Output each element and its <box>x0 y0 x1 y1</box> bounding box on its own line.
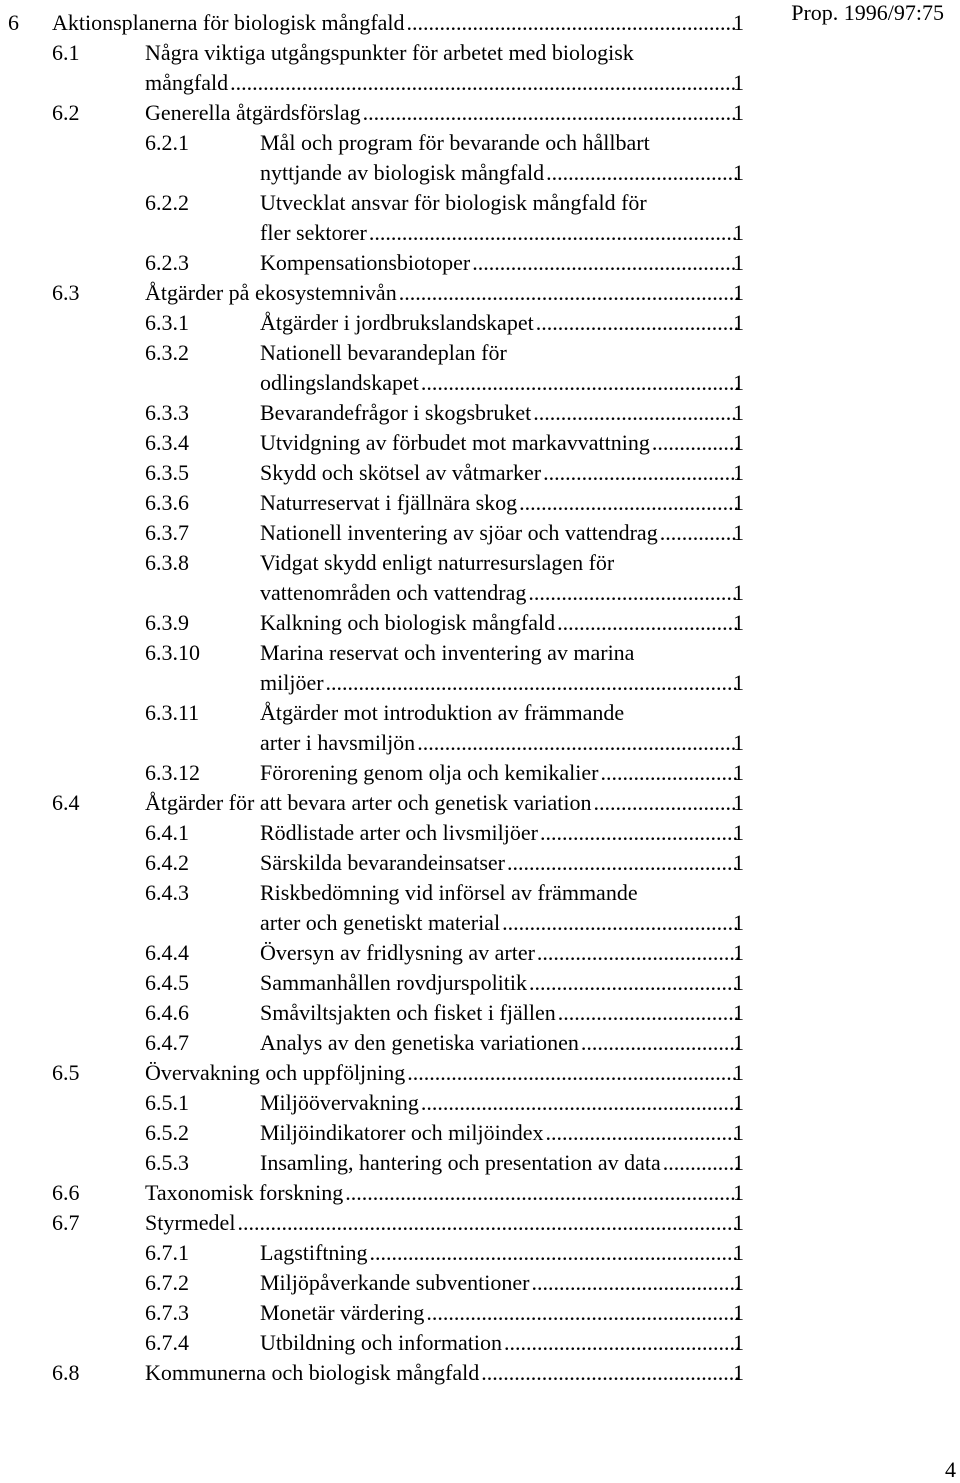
dot-leader <box>370 1238 738 1268</box>
toc-entry-title-line: Vidgat skydd enligt naturresurslagen för <box>260 550 615 575</box>
toc-entry-number: 6.4.7 <box>145 1030 189 1055</box>
toc-entry[interactable] <box>0 338 760 398</box>
toc-entry-title-text: Miljöindikatorer och miljöindex <box>260 1120 544 1145</box>
toc-entry-title-line <box>260 758 738 788</box>
toc-entry-title-line <box>260 398 738 428</box>
toc-entry-page-number: 1 <box>733 520 744 545</box>
toc-entry-number: 6 <box>8 10 19 35</box>
toc-entry-title <box>0 1298 738 1328</box>
toc-entry-title-line <box>260 1298 738 1328</box>
toc-entry-title-line: Några viktiga utgångspunkter för arbetet med biologisk <box>145 40 634 65</box>
toc-entry-title-text: miljöer <box>260 670 324 695</box>
toc-entry[interactable] <box>0 1268 760 1298</box>
toc-entry-title-line: Utvecklat ansvar för biologisk mångfald för <box>260 190 647 215</box>
toc-entry-number: 6.3.1 <box>145 310 189 335</box>
toc-entry-title-text: Kommunerna och biologisk mångfald <box>145 1360 480 1385</box>
page-number: 4 <box>945 1457 956 1482</box>
dot-leader <box>652 428 738 458</box>
toc-entry-title-text: Utbildning och information <box>260 1330 502 1355</box>
toc-entry-number: 6.5.2 <box>145 1120 189 1145</box>
toc-entry[interactable] <box>0 1028 760 1058</box>
toc-entry-title <box>0 38 738 98</box>
toc-entry[interactable] <box>0 698 760 758</box>
toc-entry-title-line: Åtgärder mot introduktion av främmande <box>260 700 625 725</box>
toc-entry-title-text: Styrmedel <box>145 1210 236 1235</box>
toc-entry[interactable] <box>0 1358 760 1388</box>
toc-entry-title-line <box>260 1088 738 1118</box>
toc-entry-number: 6.4.6 <box>145 1000 189 1025</box>
toc-entry-title-text: Insamling, hantering och presentation av data <box>260 1150 661 1175</box>
toc-entry-title <box>0 428 738 458</box>
toc-entry-title-line <box>260 518 738 548</box>
toc-entry[interactable] <box>0 788 760 818</box>
toc-entry-title-text: Kalkning och biologisk mångfald <box>260 610 556 635</box>
toc-entry-page-number: 1 <box>733 1180 744 1205</box>
toc-entry-title <box>0 1358 738 1388</box>
toc-entry-page-number: 1 <box>733 970 744 995</box>
toc-entry-title-line: Nationell bevarandeplan för <box>260 340 507 365</box>
dot-leader <box>663 1148 738 1178</box>
toc-entry[interactable] <box>0 1178 760 1208</box>
dot-leader <box>543 458 738 488</box>
toc-entry-page-number: 1 <box>733 220 744 245</box>
toc-entry-title <box>0 818 738 848</box>
toc-entry-title-text: Analys av den genetiska variationen <box>260 1030 579 1055</box>
toc-entry-page-number: 1 <box>733 280 744 305</box>
toc-entry-title-text: Naturreservat i fjällnära skog <box>260 490 518 515</box>
toc-entry-number: 6.7.2 <box>145 1270 189 1295</box>
toc-entry-title-text: Miljöpåverkande subventioner <box>260 1270 530 1295</box>
toc-entry-title-text: Småviltsjakten och fisket i fjällen <box>260 1000 556 1025</box>
toc-entry[interactable] <box>0 938 760 968</box>
toc-entry-title-line <box>145 788 738 818</box>
toc-entry-title-text: Särskilda bevarandeinsatser <box>260 850 505 875</box>
toc-entry-title <box>0 848 738 878</box>
toc-entry-title-line <box>260 938 738 968</box>
toc-entry-page-number: 1 <box>733 70 744 95</box>
toc-entry-title <box>0 1268 738 1298</box>
toc-entry-page-number: 1 <box>733 850 744 875</box>
toc-entry-title-text: Sammanhållen rovdjurspolitik <box>260 970 528 995</box>
toc-entry-title-line <box>260 248 738 278</box>
toc-entry-number: 6.7.3 <box>145 1300 189 1325</box>
toc-entry-title-line <box>260 578 738 608</box>
toc-entry-title-line <box>260 728 738 758</box>
dot-leader <box>345 1178 738 1208</box>
toc-entry-number: 6.3.6 <box>145 490 189 515</box>
toc-entry[interactable] <box>0 98 760 128</box>
toc-entry[interactable] <box>0 458 760 488</box>
toc-entry-title <box>0 638 738 698</box>
toc-entry-title-text: Skydd och skötsel av våtmarker <box>260 460 542 485</box>
dot-leader <box>421 368 738 398</box>
toc-entry-title-text: Aktionsplanerna för biologisk mångfald <box>52 10 405 35</box>
toc-entry-number: 6.3.8 <box>145 550 189 575</box>
toc-entry-page-number: 1 <box>733 1000 744 1025</box>
toc-entry-number: 6.3.9 <box>145 610 189 635</box>
toc-entry-number: 6.2 <box>52 100 80 125</box>
toc-entry-title-text: Övervakning och uppföljning <box>145 1060 406 1085</box>
toc-entry[interactable] <box>0 1118 760 1148</box>
toc-entry-number: 6.4.3 <box>145 880 189 905</box>
toc-entry-title <box>0 308 738 338</box>
toc-entry-title <box>0 458 738 488</box>
dot-leader <box>528 578 738 608</box>
toc-entry-title-text: fler sektorer <box>260 220 367 245</box>
toc-entry-page-number: 1 <box>733 1360 744 1385</box>
toc-entry-title <box>0 1088 738 1118</box>
toc-entry-page-number: 1 <box>733 1330 744 1355</box>
toc-entry-title <box>0 938 738 968</box>
toc-entry-title-text: odlingslandskapet <box>260 370 419 395</box>
toc-entry-title <box>0 878 738 938</box>
toc-entry-title-line: Marina reservat och inventering av marina <box>260 640 635 665</box>
toc-entry-title <box>0 488 738 518</box>
toc-entry-title-text: Översyn av fridlysning av arter <box>260 940 535 965</box>
toc-entry-title-line <box>260 968 738 998</box>
toc-entry-title-text: Lagstiftning <box>260 1240 368 1265</box>
toc-entry-title-line <box>260 668 738 698</box>
toc-entry-page-number: 1 <box>733 1030 744 1055</box>
toc-entry-title-text: Monetär värdering <box>260 1300 425 1325</box>
document-reference: Prop. 1996/97:75 <box>791 0 944 25</box>
toc-entry-number: 6.2.3 <box>145 250 189 275</box>
toc-entry-title <box>0 1118 738 1148</box>
toc-entry-page-number: 1 <box>733 160 744 185</box>
dot-leader <box>407 8 738 38</box>
toc-entry-title-text: Bevarandefrågor i skogsbruket <box>260 400 532 425</box>
toc-entry-title <box>0 1058 738 1088</box>
toc-entry-number: 6.7.1 <box>145 1240 189 1265</box>
toc-entry-number: 6.5 <box>52 1060 80 1085</box>
toc-entry-number: 6.4.1 <box>145 820 189 845</box>
toc-entry-number: 6.3.7 <box>145 520 189 545</box>
dot-leader <box>519 488 738 518</box>
toc-entry-title-text: mångfald <box>145 70 229 95</box>
toc-entry-page-number: 1 <box>733 760 744 785</box>
toc-entry-title-text: Miljöövervakning <box>260 1090 419 1115</box>
toc-entry-page-number: 1 <box>733 1150 744 1175</box>
toc-entry-number: 6.3.11 <box>145 700 200 725</box>
toc-entry[interactable] <box>0 1208 760 1238</box>
toc-entry-number: 6.7 <box>52 1210 80 1235</box>
toc-entry-title-line <box>260 1268 738 1298</box>
dot-leader <box>537 938 738 968</box>
toc-entry-title-line <box>52 8 738 38</box>
toc-entry[interactable] <box>0 1148 760 1178</box>
toc-entry-number: 6.4 <box>52 790 80 815</box>
toc-entry[interactable] <box>0 308 760 338</box>
toc-entry-title-line <box>145 68 738 98</box>
toc-entry-page-number: 1 <box>733 730 744 755</box>
toc-entry-page-number: 1 <box>733 310 744 335</box>
toc-entry[interactable] <box>0 1088 760 1118</box>
toc-entry[interactable] <box>0 608 760 638</box>
toc-entry[interactable] <box>0 818 760 848</box>
dot-leader <box>581 1028 738 1058</box>
toc-entry-title-line <box>260 368 738 398</box>
toc-entry-title-text: Utvidgning av förbudet mot markavvattning <box>260 430 650 455</box>
toc-entry-page-number: 1 <box>733 670 744 695</box>
toc-entry-title-line <box>260 1328 738 1358</box>
toc-entry-number: 6.3.5 <box>145 460 189 485</box>
toc-entry[interactable] <box>0 128 760 188</box>
toc-entry-title-text: arter och genetiskt material <box>260 910 501 935</box>
toc-entry-page-number: 1 <box>733 460 744 485</box>
toc-entry[interactable] <box>0 518 760 548</box>
table-of-contents <box>0 8 760 1388</box>
toc-entry-title <box>0 1148 738 1178</box>
dot-leader <box>558 998 738 1028</box>
toc-entry-title-text: Förorening genom olja och kemikalier <box>260 760 599 785</box>
toc-entry-title-line <box>260 1148 738 1178</box>
toc-entry[interactable] <box>0 8 760 38</box>
toc-entry[interactable] <box>0 38 760 98</box>
toc-entry-title <box>0 1238 738 1268</box>
toc-entry-title-line <box>260 158 738 188</box>
toc-entry[interactable] <box>0 398 760 428</box>
toc-entry-page-number: 1 <box>733 370 744 395</box>
dot-leader <box>546 158 738 188</box>
toc-entry-title <box>0 698 738 758</box>
dot-leader <box>417 728 738 758</box>
toc-entry-page-number: 1 <box>733 790 744 815</box>
toc-entry-title <box>0 188 738 248</box>
toc-entry-title <box>0 518 738 548</box>
toc-entry-title <box>0 548 738 608</box>
toc-entry-number: 6.4.5 <box>145 970 189 995</box>
toc-entry[interactable] <box>0 428 760 458</box>
dot-leader <box>531 1268 738 1298</box>
toc-entry-title-line <box>260 458 738 488</box>
toc-entry-title-line <box>260 998 738 1028</box>
toc-entry-page-number: 1 <box>733 490 744 515</box>
toc-entry-title <box>0 128 738 188</box>
toc-entry-title-text: vattenområden och vattendrag <box>260 580 527 605</box>
toc-entry-number: 6.5.1 <box>145 1090 189 1115</box>
toc-entry-number: 6.8 <box>52 1360 80 1385</box>
toc-entry-number: 6.5.3 <box>145 1150 189 1175</box>
toc-entry-title-line <box>145 278 738 308</box>
toc-entry-page-number: 1 <box>733 10 744 35</box>
toc-entry-title <box>0 338 738 398</box>
toc-entry-title <box>0 98 738 128</box>
dot-leader <box>363 98 738 128</box>
dot-leader <box>230 68 738 98</box>
toc-entry-title <box>0 1208 738 1238</box>
toc-entry-page-number: 1 <box>733 1270 744 1295</box>
toc-entry-title-line: Riskbedömning vid införsel av främmande <box>260 880 638 905</box>
toc-entry-number: 6.3.4 <box>145 430 189 455</box>
toc-entry-number: 6.3.10 <box>145 640 200 665</box>
toc-entry-page-number: 1 <box>733 400 744 425</box>
toc-entry-title <box>0 968 738 998</box>
toc-entry-title-line <box>260 488 738 518</box>
toc-entry-title-line <box>260 218 738 248</box>
toc-entry-title-line <box>145 1178 738 1208</box>
dot-leader <box>504 1328 738 1358</box>
toc-entry-number: 6.4.2 <box>145 850 189 875</box>
toc-entry-page-number: 1 <box>733 940 744 965</box>
dot-leader <box>421 1088 738 1118</box>
toc-entry-title-line <box>260 818 738 848</box>
toc-entry[interactable] <box>0 1058 760 1088</box>
toc-entry-title-line <box>260 848 738 878</box>
dot-leader <box>407 1058 738 1088</box>
dot-leader <box>557 608 738 638</box>
toc-entry[interactable] <box>0 188 760 248</box>
toc-entry-title-text: Åtgärder i jordbrukslandskapet <box>260 310 534 335</box>
toc-entry-title <box>0 1178 738 1208</box>
toc-entry[interactable] <box>0 278 760 308</box>
toc-entry[interactable] <box>0 1238 760 1268</box>
toc-entry-title <box>0 248 738 278</box>
toc-entry-title <box>0 998 738 1028</box>
toc-entry-title <box>0 608 738 638</box>
toc-entry-number: 6.3.12 <box>145 760 200 785</box>
toc-entry-title-text: arter i havsmiljön <box>260 730 416 755</box>
toc-entry-number: 6.3.3 <box>145 400 189 425</box>
dot-leader <box>529 968 738 998</box>
toc-entry-title-line <box>260 908 738 938</box>
toc-entry-title-text: Rödlistade arter och livsmiljöer <box>260 820 538 845</box>
toc-entry-page-number: 1 <box>733 910 744 935</box>
toc-entry-page-number: 1 <box>733 250 744 275</box>
toc-entry-title-line <box>145 1358 738 1388</box>
toc-entry-number: 6.6 <box>52 1180 80 1205</box>
dot-leader <box>533 398 738 428</box>
toc-entry-title-line: Mål och program för bevarande och hållbart <box>260 130 650 155</box>
toc-entry-title <box>0 8 738 38</box>
toc-entry-title-text: nyttjande av biologisk mångfald <box>260 160 545 185</box>
toc-entry-title <box>0 1328 738 1358</box>
toc-entry[interactable] <box>0 1298 760 1328</box>
toc-entry-title-text: Åtgärder på ekosystemnivån <box>145 280 397 305</box>
toc-entry-title-line <box>145 1058 738 1088</box>
toc-entry-title-line <box>260 1118 738 1148</box>
toc-entry-title-line <box>260 608 738 638</box>
dot-leader <box>237 1208 738 1238</box>
toc-entry-number: 6.4.4 <box>145 940 189 965</box>
toc-entry[interactable] <box>0 878 760 938</box>
toc-entry-title-text: Nationell inventering av sjöar och vattendrag <box>260 520 658 545</box>
dot-leader <box>326 668 738 698</box>
toc-entry-page-number: 1 <box>733 610 744 635</box>
toc-entry-title-text: Kompensationsbiotoper <box>260 250 471 275</box>
toc-entry-page-number: 1 <box>733 1120 744 1145</box>
toc-entry[interactable] <box>0 488 760 518</box>
dot-leader <box>502 908 738 938</box>
toc-entry-number: 6.3.2 <box>145 340 189 365</box>
toc-entry-number: 6.7.4 <box>145 1330 189 1355</box>
toc-entry-number: 6.1 <box>52 40 80 65</box>
toc-entry-title-line <box>260 308 738 338</box>
toc-entry-title-line <box>260 428 738 458</box>
dot-leader <box>546 1118 738 1148</box>
toc-entry-page-number: 1 <box>733 1210 744 1235</box>
toc-entry-title-line <box>145 1208 738 1238</box>
toc-entry[interactable] <box>0 998 760 1028</box>
dot-leader <box>481 1358 738 1388</box>
toc-entry-title <box>0 758 738 788</box>
toc-entry-page-number: 1 <box>733 100 744 125</box>
toc-entry-page-number: 1 <box>733 1240 744 1265</box>
dot-leader <box>426 1298 738 1328</box>
toc-entry-number: 6.2.1 <box>145 130 189 155</box>
dot-leader <box>472 248 738 278</box>
toc-entry-page-number: 1 <box>733 1090 744 1115</box>
toc-entry[interactable] <box>0 548 760 608</box>
toc-entry-page-number: 1 <box>733 580 744 605</box>
toc-entry-number: 6.2.2 <box>145 190 189 215</box>
toc-entry[interactable] <box>0 968 760 998</box>
dot-leader <box>600 758 738 788</box>
toc-entry-title-text: Generella åtgärdsförslag <box>145 100 361 125</box>
toc-entry-title-line <box>260 1238 738 1268</box>
toc-entry-page-number: 1 <box>733 1060 744 1085</box>
toc-entry-title <box>0 788 738 818</box>
toc-entry-page-number: 1 <box>733 430 744 455</box>
toc-entry-page-number: 1 <box>733 820 744 845</box>
dot-leader <box>507 848 738 878</box>
toc-entry-title-text: Åtgärder för att bevara arter och genetisk variation <box>145 790 592 815</box>
toc-entry-title <box>0 1028 738 1058</box>
toc-entry-title-line <box>145 98 738 128</box>
dot-leader <box>369 218 738 248</box>
toc-entry-number: 6.3 <box>52 280 80 305</box>
dot-leader <box>540 818 738 848</box>
toc-entry-title-line <box>260 1028 738 1058</box>
toc-entry[interactable] <box>0 1328 760 1358</box>
dot-leader <box>594 788 738 818</box>
toc-entry[interactable] <box>0 248 760 278</box>
toc-entry-title <box>0 398 738 428</box>
dot-leader <box>399 278 738 308</box>
toc-entry-title-text: Taxonomisk forskning <box>145 1180 344 1205</box>
dot-leader <box>660 518 738 548</box>
dot-leader <box>536 308 738 338</box>
toc-entry-title <box>0 278 738 308</box>
toc-entry-page-number: 1 <box>733 1300 744 1325</box>
toc-entry[interactable] <box>0 848 760 878</box>
toc-entry[interactable] <box>0 638 760 698</box>
toc-entry[interactable] <box>0 758 760 788</box>
